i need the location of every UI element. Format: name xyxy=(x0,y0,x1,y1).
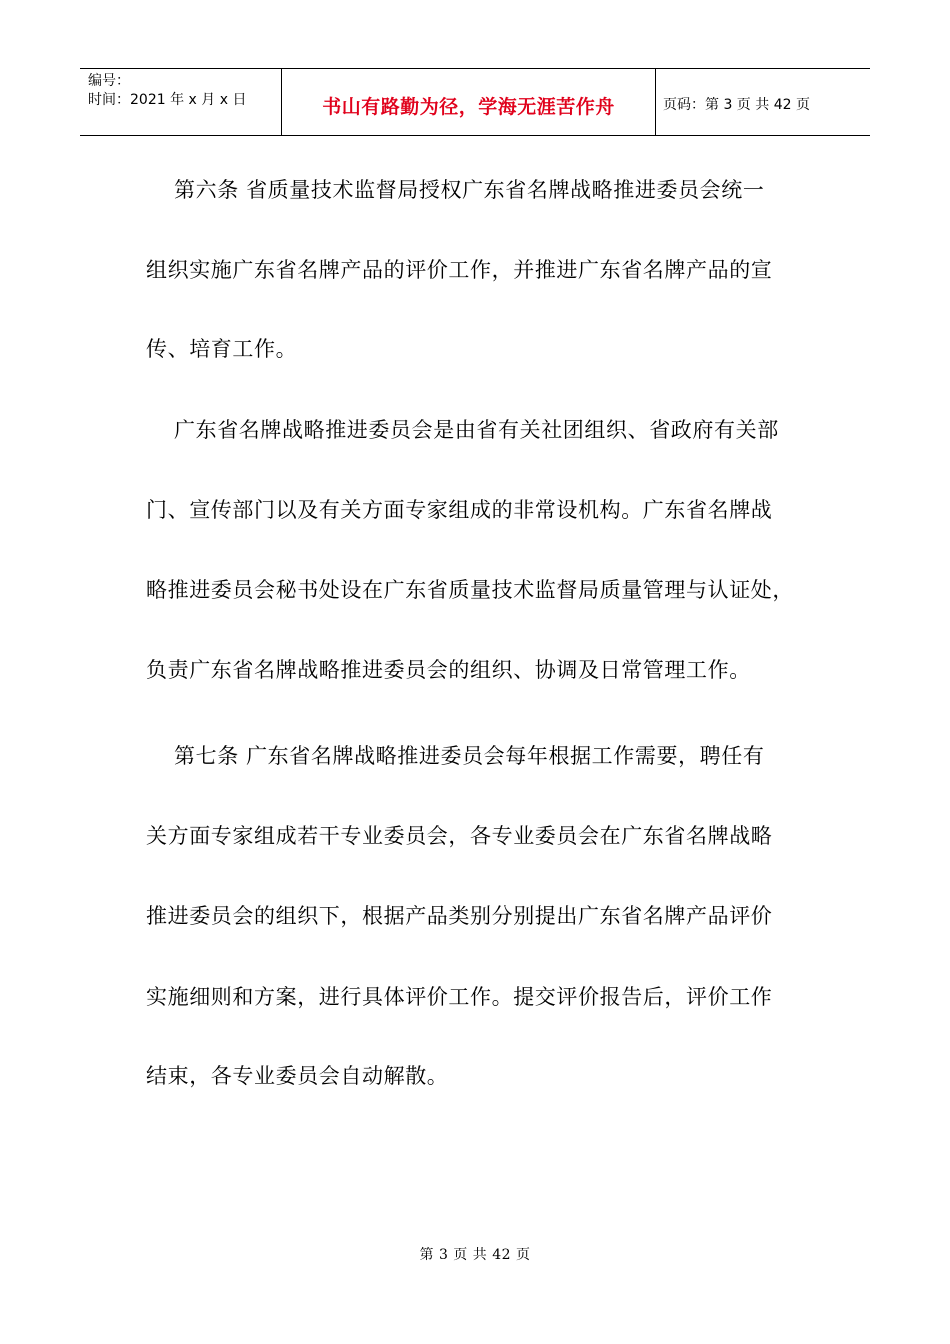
page-header xyxy=(80,68,870,136)
body-line: 推进委员会的组织下，根据产品类别分别提出广东省名牌产品评价 xyxy=(146,904,773,928)
body-line: 略推进委员会秘书处设在广东省质量技术监督局质量管理与认证处， xyxy=(146,578,794,602)
body-line: 实施细则和方案，进行具体评价工作。提交评价报告后，评价工作 xyxy=(146,985,773,1009)
header-page-cell xyxy=(656,69,870,135)
header-page-info: 页码：第 3 页 共 42 页 xyxy=(663,97,810,113)
document-number-label: 编号： xyxy=(88,73,130,89)
header-motto: 书山有路勤为径，学海无涯苦作舟 xyxy=(322,95,615,118)
body-line: 第六条 省质量技术监督局授权广东省名牌战略推进委员会统一 xyxy=(174,178,765,202)
page-footer: 第 3 页 共 42 页 xyxy=(419,1247,531,1263)
body-line: 广东省名牌战略推进委员会是由省有关社团组织、省政府有关部 xyxy=(174,418,779,442)
body-line: 门、宣传部门以及有关方面专家组成的非常设机构。广东省名牌战 xyxy=(146,498,773,522)
header-motto-cell xyxy=(282,69,656,135)
document-time-label: 时间：2021 年 x 月 x 日 xyxy=(88,92,247,108)
header-meta-cell xyxy=(80,69,282,135)
body-line: 第七条 广东省名牌战略推进委员会每年根据工作需要，聘任有 xyxy=(174,744,765,768)
body-line: 负责广东省名牌战略推进委员会的组织、协调及日常管理工作。 xyxy=(146,658,751,682)
body-line: 关方面专家组成若干专业委员会，各专业委员会在广东省名牌战略 xyxy=(146,824,773,848)
body-line: 组织实施广东省名牌产品的评价工作，并推进广东省名牌产品的宣 xyxy=(146,258,773,282)
body-line: 结束，各专业委员会自动解散。 xyxy=(146,1064,449,1088)
body-line: 传、培育工作。 xyxy=(146,337,298,361)
